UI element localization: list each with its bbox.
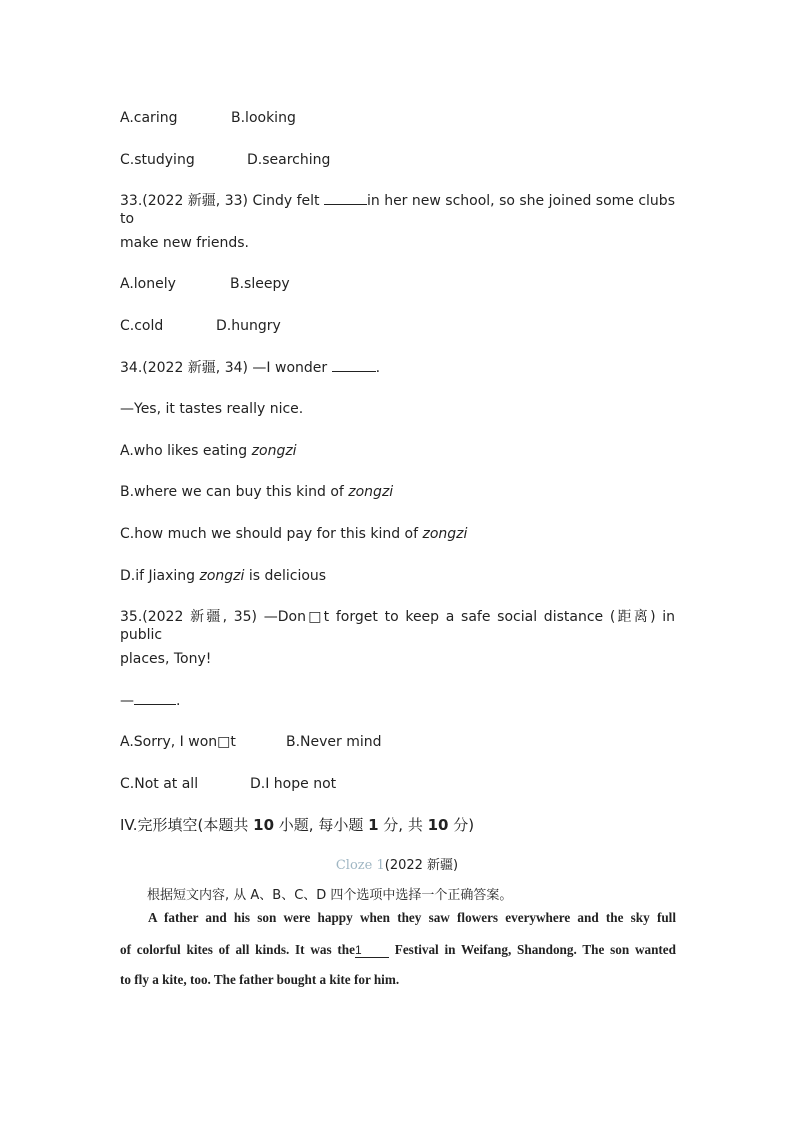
q34-option-a[interactable]	[120, 442, 297, 460]
q33-stem-line-2: make new friends.	[120, 235, 249, 251]
q33-options-row-1	[120, 275, 290, 293]
q35-period: .	[176, 693, 181, 709]
passage-text: of colorful kites of all kinds. It was the	[120, 942, 355, 957]
q34-stem-period: .	[375, 360, 381, 376]
section-heading-text: IV.完形填空(本题共	[120, 816, 254, 834]
q35-option-d[interactable]: D.I hope not	[250, 776, 337, 792]
q34-option-a-text: A.who likes eating	[120, 443, 252, 459]
section-heading	[120, 815, 474, 835]
q35-options-row-1	[120, 733, 382, 751]
q35-option-c[interactable]: C.Not at all	[120, 776, 199, 792]
q32-option-c[interactable]: C.studying	[120, 152, 195, 168]
q34-stem-text: 34.(2022 新疆, 34) —I wonder	[120, 360, 332, 376]
section-heading-text-4: 分)	[448, 816, 475, 834]
cloze-tag: Cloze 1	[335, 858, 385, 873]
passage-line-3: to fly a kite, too. The father bought a kite for him.	[120, 972, 400, 987]
q34-option-d-text: D.if Jiaxing	[120, 568, 200, 584]
q34-option-a-italic: zongzi	[251, 443, 297, 459]
cloze-instruction: 根据短文内容, 从 A、B、C、D 四个选项中选择一个正确答案。	[147, 888, 513, 903]
q33-option-d[interactable]: D.hungry	[216, 318, 281, 334]
q33-option-a[interactable]: A.lonely	[120, 276, 176, 292]
q35-stem-line-3	[120, 692, 180, 710]
q34-answer-blank[interactable]	[332, 359, 376, 372]
q34-option-c-text: C.how much we should pay for this kind of	[120, 526, 423, 542]
q33-stem-line-1	[120, 192, 675, 228]
q35-answer-blank[interactable]	[134, 692, 176, 705]
q35-option-b[interactable]: B.Never mind	[286, 734, 382, 750]
passage-line-2	[120, 941, 676, 959]
q35-options-row-2	[120, 775, 337, 793]
section-heading-text-2: 小题, 每小题	[274, 816, 369, 834]
q35-stem-line-2: places, Tony!	[120, 651, 212, 667]
q33-option-c[interactable]: C.cold	[120, 318, 164, 334]
q32-options-row-2	[120, 151, 331, 169]
cloze-title	[0, 857, 794, 875]
section-points-total: 10	[427, 816, 449, 834]
q34-option-c-italic: zongzi	[422, 526, 468, 542]
q34-option-b-italic: zongzi	[348, 484, 394, 500]
q34-stem-line-2: —Yes, it tastes really nice.	[120, 401, 304, 417]
cloze-blank-1[interactable]: 1	[355, 944, 389, 958]
q34-option-b[interactable]	[120, 483, 393, 501]
q33-stem-text: 33.(2022 新疆, 33) Cindy felt	[120, 193, 324, 209]
q33-answer-blank[interactable]	[324, 192, 367, 205]
q34-option-b-text: B.where we can buy this kind of	[120, 484, 349, 500]
q33-options-row-2	[120, 317, 281, 335]
q33-option-b[interactable]: B.sleepy	[230, 276, 290, 292]
section-points-each: 1	[368, 816, 379, 834]
q35-stem-line-1: 35.(2022 新疆, 35) —Don□t forget to keep a safe social distance (距离) in public	[120, 609, 675, 643]
q34-option-d[interactable]	[120, 567, 326, 585]
q32-options-row-1	[120, 109, 296, 127]
q34-option-c[interactable]	[120, 525, 467, 543]
q32-option-a[interactable]: A.caring	[120, 110, 178, 126]
q32-option-b[interactable]: B.looking	[231, 110, 296, 126]
q34-option-d-text-cont: is delicious	[244, 568, 327, 584]
cloze-source: (2022 新疆)	[384, 858, 459, 873]
q32-option-d[interactable]: D.searching	[247, 152, 331, 168]
q34-option-d-italic: zongzi	[199, 568, 245, 584]
section-count: 10	[253, 816, 275, 834]
q35-option-a[interactable]: A.Sorry, I won□t	[120, 734, 236, 750]
section-heading-text-3: 分, 共	[378, 816, 428, 834]
passage-text-cont: Festival in Weifang, Shandong. The son wanted	[388, 942, 676, 957]
q35-dash: —	[120, 693, 134, 709]
q33-stem-text-cont: in her new school, so she joined some clubs to	[120, 193, 675, 227]
q34-stem-line-1	[120, 359, 380, 377]
passage-line-1: A father and his son were happy when they saw flowers everywhere and the sky full	[148, 910, 676, 925]
